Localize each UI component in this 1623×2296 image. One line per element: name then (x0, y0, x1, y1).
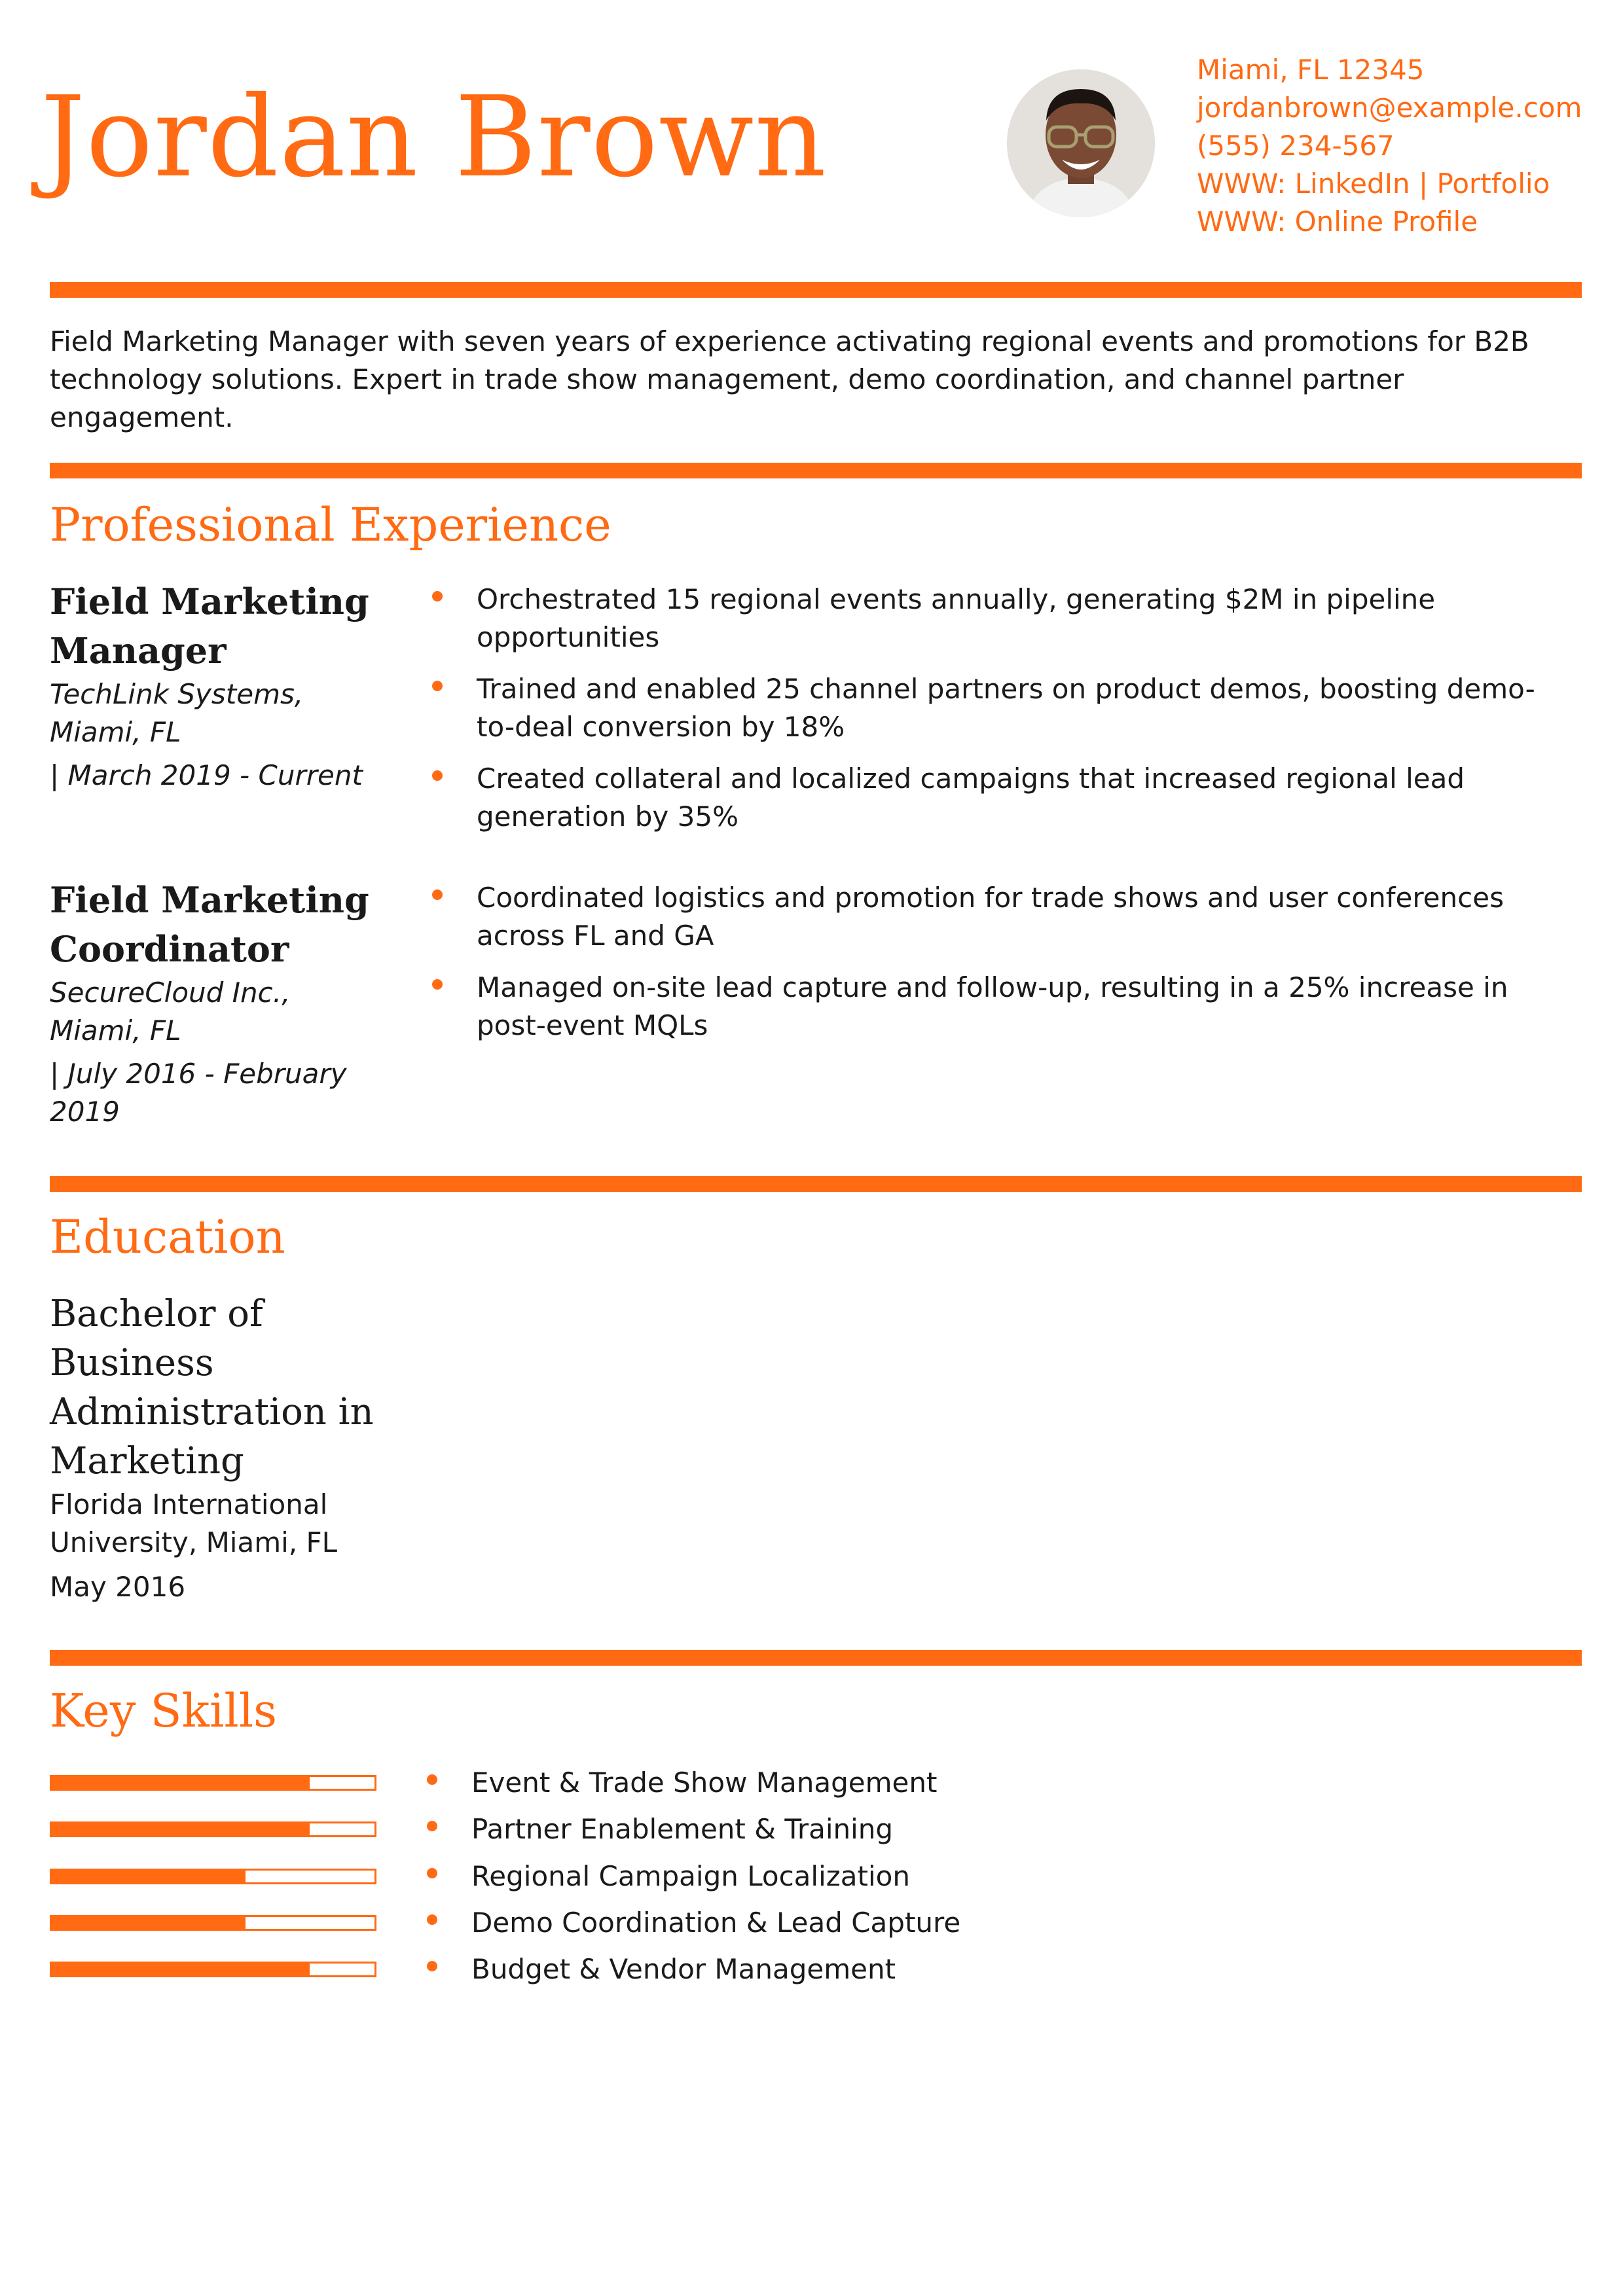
profile-summary: Field Marketing Manager with seven years of experience activating regional events and promotions for B2B technology solutions. Expert in trade show management, demo coordination, and channel partner engagement. (50, 325, 1529, 433)
list-item: Managed on-site lead capture and follow-up, resulting in a 25% increase in post-event MQLs (432, 969, 1558, 1045)
candidate-name: Jordan Brown (41, 73, 828, 202)
skill-item: Event & Trade Show Management (427, 1764, 937, 1802)
skill-level-fill (52, 1777, 310, 1789)
contact-email[interactable]: jordanbrown@example.com (1197, 92, 1582, 124)
job-1-meta (50, 577, 416, 795)
divider (50, 282, 1582, 298)
bullet-icon (432, 979, 443, 990)
job-company: TechLink Systems, Miami, FL (50, 678, 304, 748)
skill-level-bar (50, 1915, 376, 1931)
skill-level-bar (50, 1775, 376, 1791)
skill-level-fill (52, 1917, 246, 1929)
contact-location: Miami, FL 12345 (1197, 54, 1425, 86)
education-entry (50, 1289, 416, 1606)
list-item: Coordinated logistics and promotion for trade shows and user conferences across FL and GA (432, 879, 1558, 955)
education-school: Florida International University, Miami, FL (50, 1488, 338, 1558)
bullet-icon (427, 1961, 437, 1971)
skill-level-bar (50, 1869, 376, 1884)
job-2-meta (50, 876, 416, 1131)
bullet-icon (427, 1914, 437, 1925)
list-item: Trained and enabled 25 channel partners on product demos, boosting demo-to-deal conversion by 18% (432, 670, 1558, 746)
contact-phone[interactable]: (555) 234-567 (1197, 130, 1395, 162)
bullet-icon (432, 681, 443, 691)
skill-level-fill (52, 1964, 310, 1975)
skill-item: Partner Enablement & Training (427, 1810, 893, 1848)
list-item: Created collateral and localized campaigns that increased regional lead generation by 35% (432, 760, 1558, 836)
education-degree: Bachelor of Business Administration in Marketing (50, 1293, 374, 1482)
divider (50, 1176, 1582, 1192)
bullet-icon (432, 591, 443, 601)
section-title-education: Education (50, 1210, 285, 1264)
bullet-icon (427, 1774, 437, 1785)
job-dates: | March 2019 - Current (50, 759, 363, 791)
section-title-skills: Key Skills (50, 1684, 278, 1738)
contact-links[interactable]: WWW: LinkedIn | Portfolio (1197, 168, 1550, 200)
bullet-icon (432, 889, 443, 900)
job-2-bullets (432, 879, 1558, 1058)
skill-item: Demo Coordination & Lead Capture (427, 1904, 960, 1942)
skill-item: Budget & Vendor Management (427, 1950, 896, 1988)
skill-level-fill (52, 1823, 310, 1835)
section-title-experience: Professional Experience (50, 498, 611, 552)
profile-photo-image (1007, 69, 1155, 217)
divider (50, 463, 1582, 478)
job-1-bullets (432, 581, 1558, 850)
profile-photo (1007, 69, 1155, 217)
job-title: Field Marketing Coordinator (50, 879, 369, 970)
list-item: Orchestrated 15 regional events annually, generating $2M in pipeline opportunities (432, 581, 1558, 656)
contact-block (1197, 51, 1590, 241)
divider (50, 1650, 1582, 1666)
job-company: SecureCloud Inc., Miami, FL (50, 977, 291, 1047)
skill-level-bar (50, 1962, 376, 1977)
job-dates: | July 2016 - February 2019 (50, 1058, 347, 1128)
job-title: Field Marketing Manager (50, 581, 369, 672)
bullet-icon (427, 1821, 437, 1831)
contact-online-profile[interactable]: WWW: Online Profile (1197, 206, 1478, 238)
skill-level-fill (52, 1871, 246, 1882)
skill-item: Regional Campaign Localization (427, 1857, 910, 1895)
education-date: May 2016 (50, 1571, 186, 1603)
bullet-icon (432, 770, 443, 781)
bullet-icon (427, 1868, 437, 1878)
skill-level-bar (50, 1821, 376, 1837)
